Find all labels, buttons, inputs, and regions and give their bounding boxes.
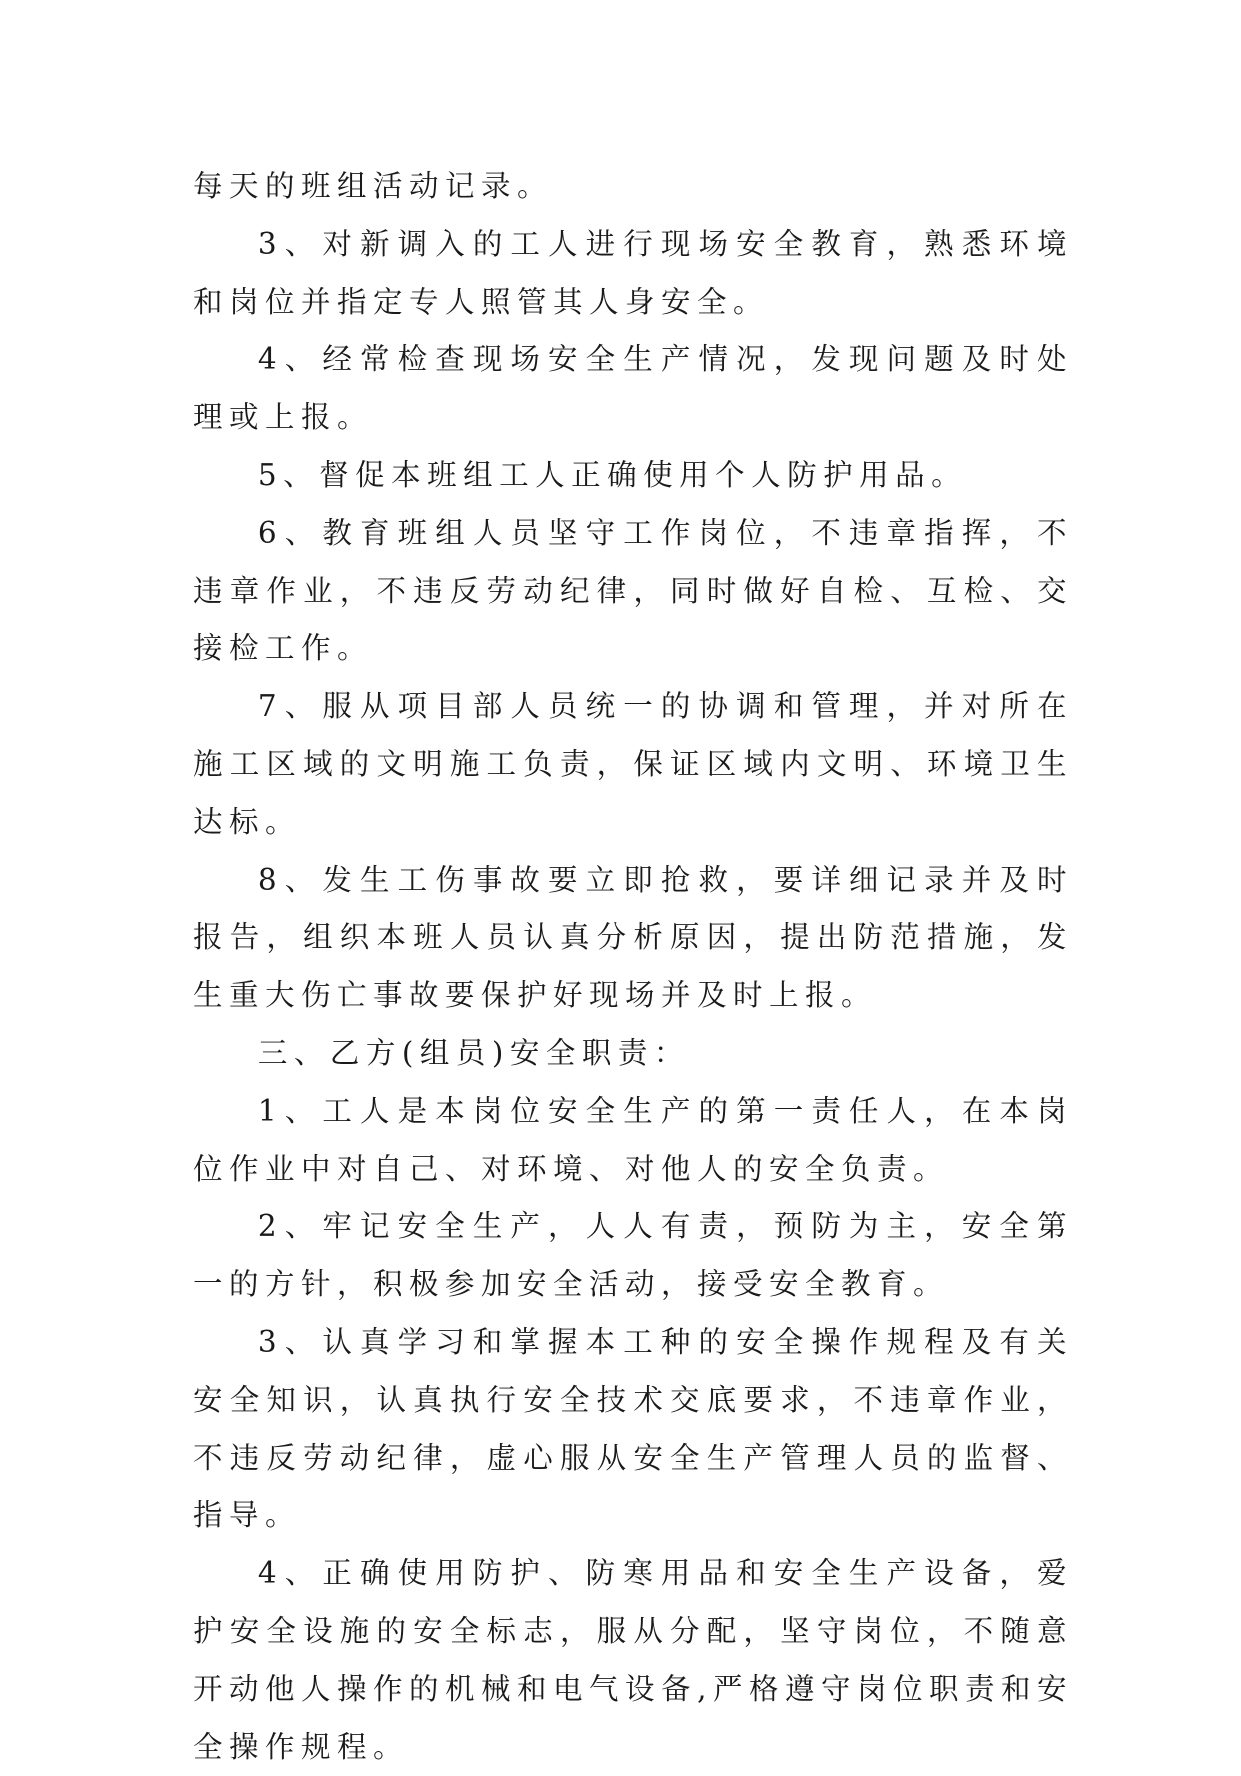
section-heading: 三、乙方(组员)安全职责：	[257, 1035, 690, 1070]
paragraph: 3、认真学习和掌握本工种的安全操作规程及有关安全知识，认真执行安全技术交底要求，不违章作业，不违反劳动纪律，虚心服从安全生产管理人员的监督、指导。	[193, 1324, 1073, 1533]
paragraph: 每天的班组活动记录。	[193, 169, 554, 203]
paragraph: 4、正确使用防护、防寒用品和安全生产设备，爱护安全设施的安全标志，服从分配，坚守岗位，不随意开动他人操作的机械和电气设备,严格遵守岗位职责和安全操作规程。	[193, 1556, 1073, 1764]
paragraph: 5、督促本班组工人正确使用个人防护用品。	[257, 457, 968, 492]
paragraph: 8、发生工伤事故要立即抢救，要详细记录并及时报告，组织本班人员认真分析原因，提出防范措施，发生重大伤亡事故要保护好现场并及时上报。	[193, 862, 1073, 1013]
paragraph: 4、经常检查现场安全生产情况，发现问题及时处理或上报。	[193, 342, 1073, 435]
paragraph: 6、教育班组人员坚守工作岗位，不违章指挥，不违章作业，不违反劳动纪律，同时做好自检、互检、交接检工作。	[193, 515, 1073, 666]
paragraph: 7、服从项目部人员统一的协调和管理，并对所在施工区域的文明施工负责，保证区域内文明、环境卫生达标。	[193, 689, 1073, 839]
paragraph: 3、对新调入的工人进行现场安全教育，熟悉环境和岗位并指定专人照管其人身安全。	[193, 226, 1073, 319]
paragraph: 1、工人是本岗位安全生产的第一责任人，在本岗位作业中对自己、对环境、对他人的安全负责。	[193, 1093, 1073, 1186]
paragraph: 2、牢记安全生产，人人有责，预防为主，安全第一的方针，积极参加安全活动，接受安全教育。	[193, 1209, 1073, 1302]
document-body	[193, 158, 1073, 1776]
